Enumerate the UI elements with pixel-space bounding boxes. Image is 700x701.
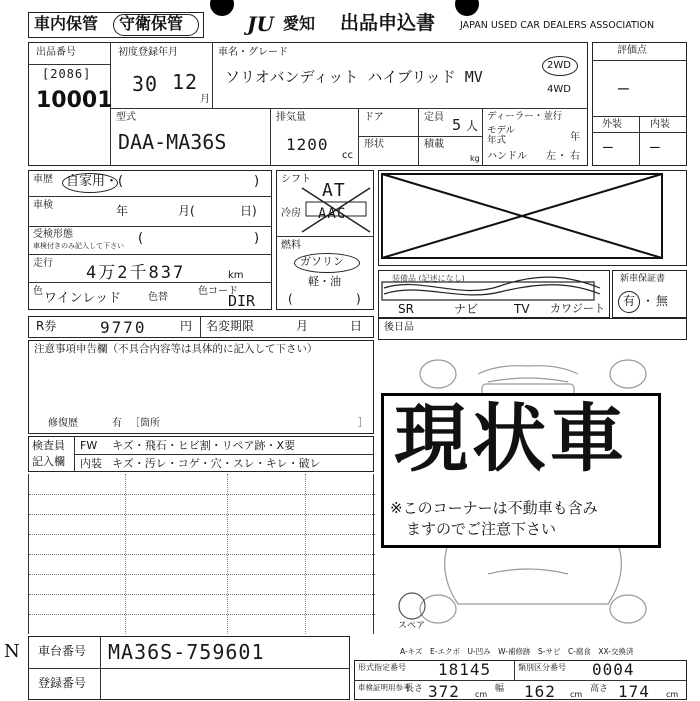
car-name-value: ソリオバンディット ハイブリッド MV [225,68,483,86]
displacement-value: 1200 [286,135,329,154]
dealer-label: ディーラー・並行 [487,111,563,122]
equipment-other: カワジート [550,302,605,315]
receipt-label: 受検形態 [33,229,73,240]
handle-label: ハンドル [487,151,527,162]
door-shape-label: 形状 [364,139,384,150]
capacity-label: 定員 [424,112,444,123]
handle-left: 左 [546,151,556,162]
inspector-interior: 内装 [80,457,102,470]
fuel-open: ( [288,292,293,306]
lot-number: 10001 [36,88,113,113]
class-number-label: 類別区分番号 [518,663,566,672]
history-label: 車歴 [33,174,53,185]
door-label: ドア [364,112,384,123]
capacity-value: 5 [452,116,463,134]
height-value: 174 [618,682,650,701]
evaluation-value: — [618,78,630,99]
fuel-light-oil: 軽・油 [308,275,341,288]
displacement-unit: cc [342,150,353,161]
width-unit: cm [570,690,583,699]
mileage-label: 走行 [33,258,53,269]
fuel-gasoline: ガソリン [300,255,344,268]
receipt-open: ( [138,231,144,246]
first-reg-month-unit: 月 [200,94,210,105]
inspector-fw: FW [80,439,98,452]
exterior-label: 外装 [602,119,622,130]
shift-strikeout-mark [300,184,372,234]
notes-label: 注意事項申告欄（不具合内容等は具体的に記入して下さい） [34,343,318,355]
type-number-value: 18145 [438,660,492,679]
interior-value: — [650,137,661,156]
recycle-unit: 円 [180,319,193,333]
form-title: 出品申込書 [340,12,436,34]
equipment-struck-text: 装備品 (記述になし) [392,274,465,283]
exterior-value: — [603,137,614,156]
recycle-value: 9770 [100,318,147,337]
repair-close: ］ [358,418,368,429]
repair-value: 有 [112,418,122,429]
fuel-label: 燃料 [281,240,301,251]
lot-label: 出品番号 [36,47,76,58]
recycle-frame [28,316,374,338]
inspector-fw-text: キズ・飛石・ヒビ割・リペア跡・X要 [112,439,296,452]
logo-region: 愛知 [283,14,316,33]
width-label: 幅 [495,684,505,694]
inspection-month: 月( [178,204,195,218]
history-close: ) [254,174,260,189]
inspection-year: 年 [116,204,129,218]
handle-right: 右 [570,151,580,162]
chassis-value: MA36S-759601 [108,640,265,664]
mileage-unit: km [228,270,244,281]
stamp-title: 現状車 [394,396,628,482]
handle-dot: ・ [557,151,567,162]
color-code-label: 色コード [198,286,238,297]
color-value: ワインレッド [44,291,122,306]
mileage-value: 4万2千837 [86,263,186,283]
height-label: 高さ [590,684,609,694]
registration-label: 登録番号 [38,676,87,690]
type-number-label: 形式指定番号 [358,663,406,672]
history-value: 自家用・( [66,174,124,189]
inspector-label-1: 検査員 [32,439,65,452]
length-label: 長さ [405,684,424,694]
shift-value-at: AT [322,180,346,201]
punch-hole-left [210,0,234,16]
car-name-label: 車名・グレード [218,47,288,58]
color-code-value: DIR [228,292,256,310]
cert-label: 車検証明用参考 [358,683,411,692]
inspector-label-2: 記入欄 [32,455,65,468]
model-value: DAA-MA36S [118,130,227,154]
first-reg-year: 30 [132,72,159,96]
inspector-interior-text: キズ・汚レ・コゲ・穴・スレ・キレ・破レ [112,457,321,470]
width-value: 162 [524,682,556,701]
model-label: 型式 [116,112,136,123]
load-label: 積載 [424,139,444,150]
back-date-label: 後日品 [384,322,414,333]
color-label: 色 [33,286,43,297]
drive-option-2wd: 2WD [547,60,571,71]
stamp-note-2: ますのでご注意下さい [406,520,557,538]
equipment-tv: TV [514,302,530,316]
stamp-note-1: ※このコーナーは不動車も含み [390,499,598,517]
inspection-label: 車検 [33,200,53,211]
name-change-month: 月 [296,319,309,333]
model-year-unit: 年 [570,132,580,143]
storage-circled-option: 守衛保管 [119,14,184,33]
association-name: JAPAN USED CAR DEALERS ASSOCIATION [460,20,655,31]
drive-option-4wd: 4WD [547,84,571,95]
receipt-close: ) [254,231,260,246]
repair-place: ［箇所 [130,418,160,429]
ac-value: AAC [318,206,347,222]
evaluation-label: 評価点 [617,45,647,56]
capacity-unit: 人 [466,119,479,133]
model-year-label: モデル [487,125,516,136]
load-unit: kg [470,154,480,163]
first-reg-month: 12 [172,70,199,94]
length-unit: cm [475,690,488,699]
fuel-close: ) [356,292,361,306]
ac-label: 冷房 [281,208,301,219]
chassis-label: 車台番号 [38,644,87,658]
shift-label: シフト [281,174,311,185]
ju-logo: JU [247,12,274,36]
crossed-out-mark [380,172,685,264]
warranty-dot: ・ [642,294,655,308]
warranty-label: 新車保証書 [620,274,666,284]
model-year-sub: 年式 [487,135,507,146]
equipment-navi: ナビ [454,302,479,316]
lot-sub-number: [2086] [42,67,92,81]
repair-label: 修復歴 [48,418,78,429]
warranty-yes: 有 [623,294,636,308]
first-reg-label: 初度登録年月 [118,47,178,58]
length-value: 372 [428,682,460,701]
spare-label: スペア [398,621,426,631]
color-repaint-label: 色替 [148,292,168,303]
damage-legend: A-キズ E-エクボ U-凹み W-補修跡 S-サビ C-腐食 XX-交換済 [400,647,634,656]
notes-grid [28,474,374,634]
name-change-day: 日 [350,319,363,333]
margin-mark: N [4,641,20,662]
back-date-frame [378,318,687,340]
storage-label: 車内保管 [34,14,99,33]
displacement-label: 排気量 [276,112,306,123]
height-unit: cm [666,690,679,699]
recycle-label: R券 [36,319,57,333]
receipt-note: 車検付きのみ記入して下さい [33,242,124,250]
punch-hole-right [455,0,479,16]
inspection-day: 日) [240,204,257,218]
name-change-label: 名変期限 [206,319,255,333]
equipment-sr: SR [398,302,414,316]
interior-label: 内装 [650,119,670,130]
warranty-no: 無 [656,294,669,308]
class-number-value: 0004 [592,660,635,679]
